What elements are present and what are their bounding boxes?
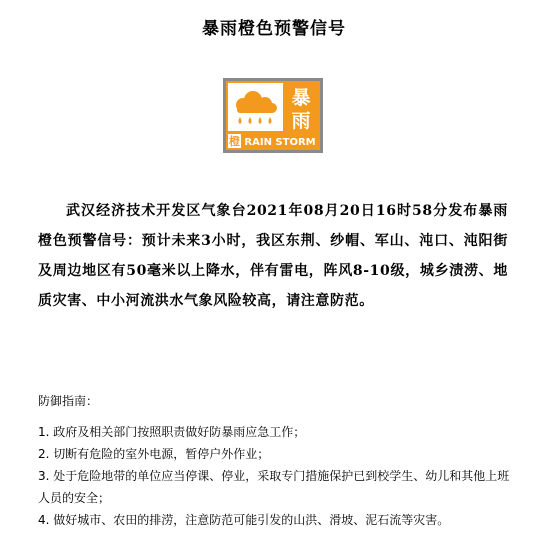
guide-item: 3. 处于危险地带的单位应当停课、停业，采取专门措施保护已到校学生、幼儿和其他上班人员的安全； bbox=[38, 469, 510, 505]
defense-guide bbox=[38, 390, 518, 531]
guide-item: 2. 切断有危险的室外电源，暂停户外作业； bbox=[38, 447, 270, 461]
signal-english-label: RAIN STORM bbox=[244, 137, 316, 148]
warning-bulletin: 武汉经济技术开发区气象台2021年08月20日16时58分发布暴雨橙色预警信号：预计未来3小时，我区东荆、纱帽、军山、沌口、沌阳街及周边地区有50毫米以上降水，伴有雷电，阵风8-10级，城乡渍涝、地质灾害、中小河流洪水气象风险较高，请注意防范。 bbox=[38, 203, 508, 309]
signal-level-char: 橙 bbox=[229, 135, 240, 148]
guide-heading: 防御指南： bbox=[38, 394, 99, 408]
signal-char-top: 暴 bbox=[291, 87, 311, 109]
signal-char-bottom: 雨 bbox=[291, 110, 311, 132]
guide-item: 4. 做好城市、农田的排涝，注意防范可能引发的山洪、滑坡、泥石流等灾害。 bbox=[38, 513, 450, 527]
guide-item: 1. 政府及相关部门按照职责做好防暴雨应急工作； bbox=[38, 425, 306, 439]
page-title: 暴雨橙色预警信号 bbox=[202, 19, 346, 39]
warning-signal-icon bbox=[223, 78, 323, 153]
